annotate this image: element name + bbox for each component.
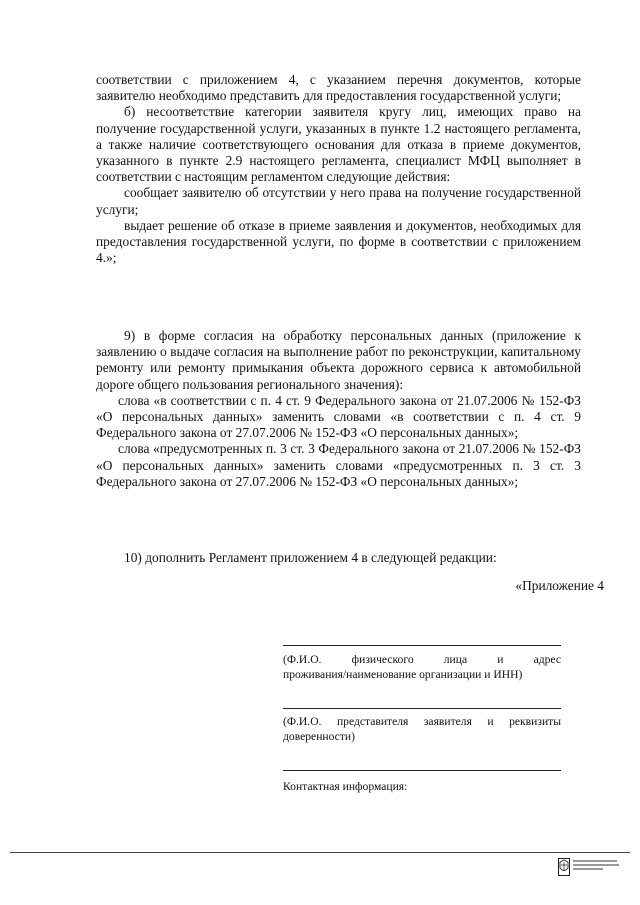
text-block-2 — [96, 328, 581, 490]
government-logo — [558, 857, 620, 879]
text-block-1 — [96, 72, 581, 266]
paragraph-replace-2: слова «предусмотренных п. 3 ст. 3 Федерального закона от 21.07.2006 № 152-ФЗ «О персональных данных» заменить словами «предусмотренных п. 3 ст. 3 Федерального закона от 27.07.2006 № 152-ФЗ «О персональных данных»; — [96, 441, 581, 489]
caption-applicant-line2: проживания/наименование организации и ИНН) — [283, 668, 523, 681]
signature-line-contact — [283, 770, 561, 771]
caption-applicant — [283, 652, 561, 682]
logo-wordmark — [573, 858, 620, 878]
text-block-3 — [96, 550, 581, 566]
coat-of-arms-icon — [558, 858, 570, 876]
caption-representative-line1: (Ф.И.О. представителя заявителя и реквизиты — [283, 715, 561, 728]
paragraph-continuation: соответствии с приложением 4, с указанием перечня документов, которые заявителю необходимо представить для предоставления государственной услуги; — [96, 72, 581, 104]
paragraph-replace-1: слова «в соответствии с п. 4 ст. 9 Федерального закона от 21.07.2006 № 152-ФЗ «О персональных данных» заменить словами «в соответствии с п. 4 ст. 9 Федерального закона от 27.07.2006 № 152-ФЗ «О персональных данных»; — [96, 392, 581, 441]
paragraph-refusal: выдает решение об отказе в приеме заявления и документов, необходимых для предоставления государственной услуги, по форме в соответствии с приложением 4.»; — [96, 217, 581, 266]
footer-divider — [10, 852, 630, 853]
contact-info-label: Контактная информация: — [283, 780, 408, 793]
paragraph-item-10: 10) дополнить Регламент приложением 4 в следующей редакции: — [124, 550, 497, 565]
signature-line-representative — [283, 708, 561, 709]
paragraph-item-9: 9) в форме согласия на обработку персональных данных (приложение к заявлению о выдаче согласия на выполнение работ по реконструкции, капитальному ремонту или ремонту примыкания объекта дорожного сервиса к автомобильной дороге общего пользования регионального значения): — [96, 328, 581, 392]
paragraph-b: б) несоответствие категории заявителя кругу лиц, имеющих право на получение государственной услуги, указанных в пункте 1.2 настоящего регламента, а также наличие соответствующего основания для отказа в приеме документов, указанного в пункте 2.9 настоящего регламента, специалист МФЦ выполняет в соответствии с настоящим регламентом следующие действия: — [96, 104, 581, 185]
caption-representative — [283, 714, 561, 744]
caption-representative-line2: доверенности) — [283, 730, 355, 743]
caption-applicant-line1: (Ф.И.О. физического лица и адрес — [283, 653, 561, 666]
paragraph-inform: сообщает заявителю об отсутствии у него права на получение государственной услуги; — [96, 185, 581, 217]
signature-line-applicant — [283, 645, 561, 646]
appendix-label: «Приложение 4 — [515, 578, 604, 593]
